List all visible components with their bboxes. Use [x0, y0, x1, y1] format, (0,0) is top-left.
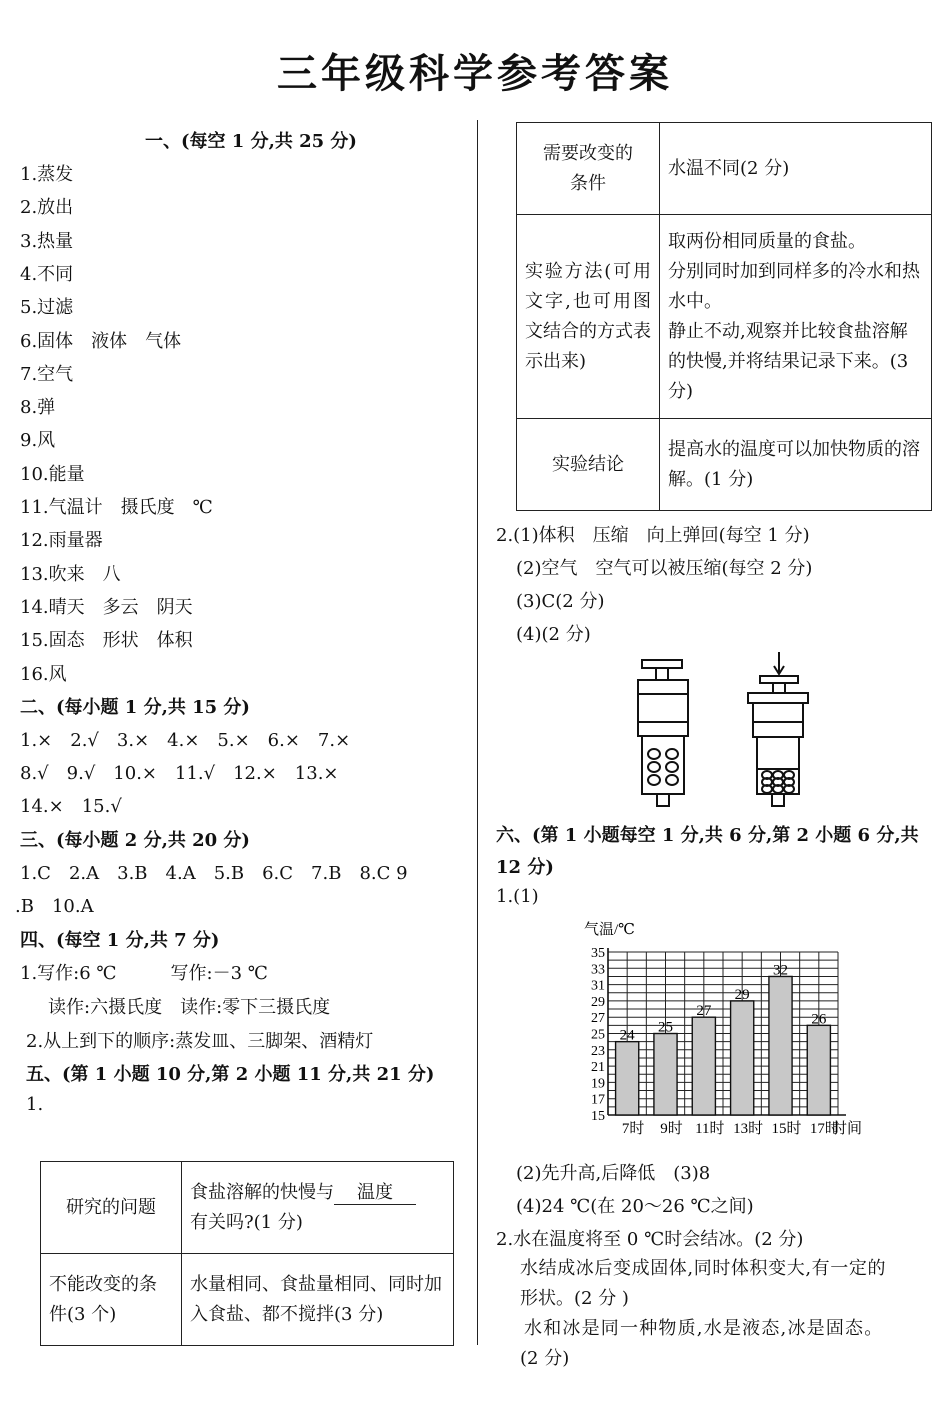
method-table [516, 122, 932, 511]
q2-line: (2)空气 空气可以被压缩(每空 2 分) [516, 558, 813, 579]
y-tick-label: 23 [591, 1043, 605, 1059]
section1-item: 9.风 [20, 430, 56, 452]
bar [807, 1025, 830, 1115]
section1-item: 16.风 [20, 663, 67, 685]
y-tick-label: 35 [591, 946, 605, 961]
x-tick-label: 15时 [771, 1121, 802, 1137]
section1-item: 3.热量 [20, 230, 74, 252]
section6-header-cont: 12 分) [496, 857, 554, 878]
section1-item: 8.弹 [20, 397, 56, 419]
section1-item: 15.固态 形状 体积 [20, 630, 193, 652]
section1-item: 12.雨量器 [20, 530, 103, 552]
section3-header: 三、(每小题 2 分,共 20 分) [20, 830, 250, 851]
answer-blank: 温度 [334, 1182, 416, 1205]
y-tick-label: 31 [591, 978, 605, 994]
section6-q1: 1.(1) [496, 886, 539, 907]
y-tick-label: 27 [591, 1011, 605, 1027]
x-axis-label: 时间 [832, 1121, 863, 1137]
y-tick-label: 33 [591, 962, 605, 978]
y-axis-label: 气温/℃ [584, 922, 635, 938]
bar-value-label: 26 [811, 1011, 827, 1028]
section2-line: 8.√ 9.√ 10.× 11.√ 12.× 13.× [20, 763, 339, 784]
x-tick-label: 17时 [809, 1121, 840, 1137]
section1-item: 6.固体 液体 气体 [20, 330, 182, 352]
q2b-line: 形状。(2 分 ) [520, 1288, 629, 1309]
q2b-line: 2.水在温度将至 0 ℃时会结冰。(2 分) [496, 1229, 804, 1250]
q2b-line: (2 分) [520, 1348, 570, 1369]
section5-header: 五、(第 1 小题 10 分,第 2 小题 11 分,共 21 分) [26, 1064, 435, 1085]
q2b-line: 水和冰是同一种物质,水是液态,冰是固态。 [524, 1318, 884, 1339]
q2-line: (3)C(2 分) [516, 591, 605, 612]
section4-line: 1.写作:6 ℃ 写作:－3 ℃ [20, 963, 268, 984]
bar [731, 1001, 754, 1115]
research-question-label: 研究的问题 [41, 1162, 182, 1254]
q2-line: (4)(2 分) [516, 624, 591, 645]
fixed-conditions-label: 不能改变的条件(3 个) [41, 1254, 182, 1346]
section1-item: 1.蒸发 [20, 164, 74, 185]
y-tick-label: 21 [591, 1060, 605, 1076]
section1-item: 5.过滤 [20, 297, 74, 319]
after-chart-line: (2)先升高,后降低 (3)8 [516, 1163, 711, 1184]
bar [769, 976, 792, 1115]
section1-item: 13.吹来 八 [20, 563, 121, 585]
x-tick-label: 9时 [660, 1121, 683, 1137]
y-tick-label: 15 [591, 1109, 605, 1124]
changed-condition-value: 水温不同(2 分) [660, 123, 932, 215]
section1-header: 一、(每空 1 分,共 25 分) [145, 131, 357, 152]
method-value: 取两份相同质量的食盐。 分别同时加到同样多的冷水和热水中。 静止不动,观察并比较食盐溶解的快慢,并将结果记录下来。(3 分) [660, 215, 932, 419]
section3-line: .B 10.A [15, 896, 94, 917]
q2-line: 2.(1)体积 压缩 向上弹回(每空 1 分) [496, 525, 810, 546]
section3-line: 1.C 2.A 3.B 4.A 5.B 6.C 7.B 8.C 9 [20, 863, 408, 884]
research-table [40, 1161, 454, 1346]
section4-line: 2.从上到下的顺序:蒸发皿、三脚架、酒精灯 [26, 1031, 374, 1052]
x-tick-label: 7时 [621, 1121, 645, 1137]
chart-svg [570, 915, 890, 1155]
section6-header: 六、(第 1 小题每空 1 分,共 6 分,第 2 小题 6 分,共 [496, 825, 919, 846]
fixed-conditions-value: 水量相同、食盐量相同、同时加入食盐、都不搅拌(3 分) [182, 1254, 454, 1346]
section1-item: 4.不同 [20, 263, 74, 285]
x-tick-label: 11时 [695, 1121, 725, 1137]
syringe-right-compressed [748, 652, 808, 806]
section2-line: 1.× 2.√ 3.× 4.× 5.× 6.× 7.× [20, 730, 351, 751]
conclusion-label: 实验结论 [517, 419, 660, 511]
bar [654, 1034, 677, 1116]
temperature-chart [570, 915, 890, 1155]
q2b-line: 水结成冰后变成固体,同时体积变大,有一定的 [520, 1258, 887, 1279]
bar [692, 1017, 715, 1115]
bar [616, 1042, 639, 1115]
bar-value-label: 25 [658, 1019, 673, 1036]
section5-q1: 1. [26, 1094, 44, 1115]
y-tick-label: 17 [591, 1092, 605, 1108]
bar-value-label: 27 [696, 1003, 712, 1020]
changed-condition-label: 需要改变的条件 [517, 123, 660, 215]
section4-header: 四、(每空 1 分,共 7 分) [20, 930, 220, 951]
bar-value-label: 32 [773, 962, 788, 979]
section2-header: 二、(每小题 1 分,共 15 分) [20, 697, 250, 718]
section1-item: 11.气温计 摄氏度 ℃ [20, 497, 213, 518]
syringe-diagram [620, 650, 840, 810]
after-chart-line: (4)24 ℃(在 20～26 ℃之间) [516, 1196, 754, 1217]
y-tick-label: 29 [591, 994, 605, 1010]
section1-item: 2.放出 [20, 197, 74, 219]
x-tick-label: 13时 [733, 1121, 764, 1137]
y-tick-label: 19 [591, 1076, 605, 1092]
method-label: 实验方法(可用文字,也可用图文结合的方式表示出来) [517, 215, 660, 419]
column-divider [477, 120, 478, 1345]
bar-value-label: 24 [619, 1027, 635, 1044]
research-question-value: 食盐溶解的快慢与 温度 有关吗?(1 分) [182, 1162, 454, 1254]
section1-item: 7.空气 [20, 363, 74, 385]
y-tick-label: 25 [591, 1027, 605, 1043]
syringe-left [638, 660, 688, 806]
section2-line: 14.× 15.√ [20, 796, 122, 817]
section1-item: 10.能量 [20, 463, 85, 485]
section1-item: 14.晴天 多云 阴天 [20, 596, 193, 618]
section4-line: 读作:六摄氏度 读作:零下三摄氏度 [48, 997, 331, 1018]
conclusion-value: 提高水的温度可以加快物质的溶解。(1 分) [660, 419, 932, 511]
page-title: 三年级科学参考答案 [277, 50, 673, 97]
bar-value-label: 29 [734, 986, 750, 1003]
